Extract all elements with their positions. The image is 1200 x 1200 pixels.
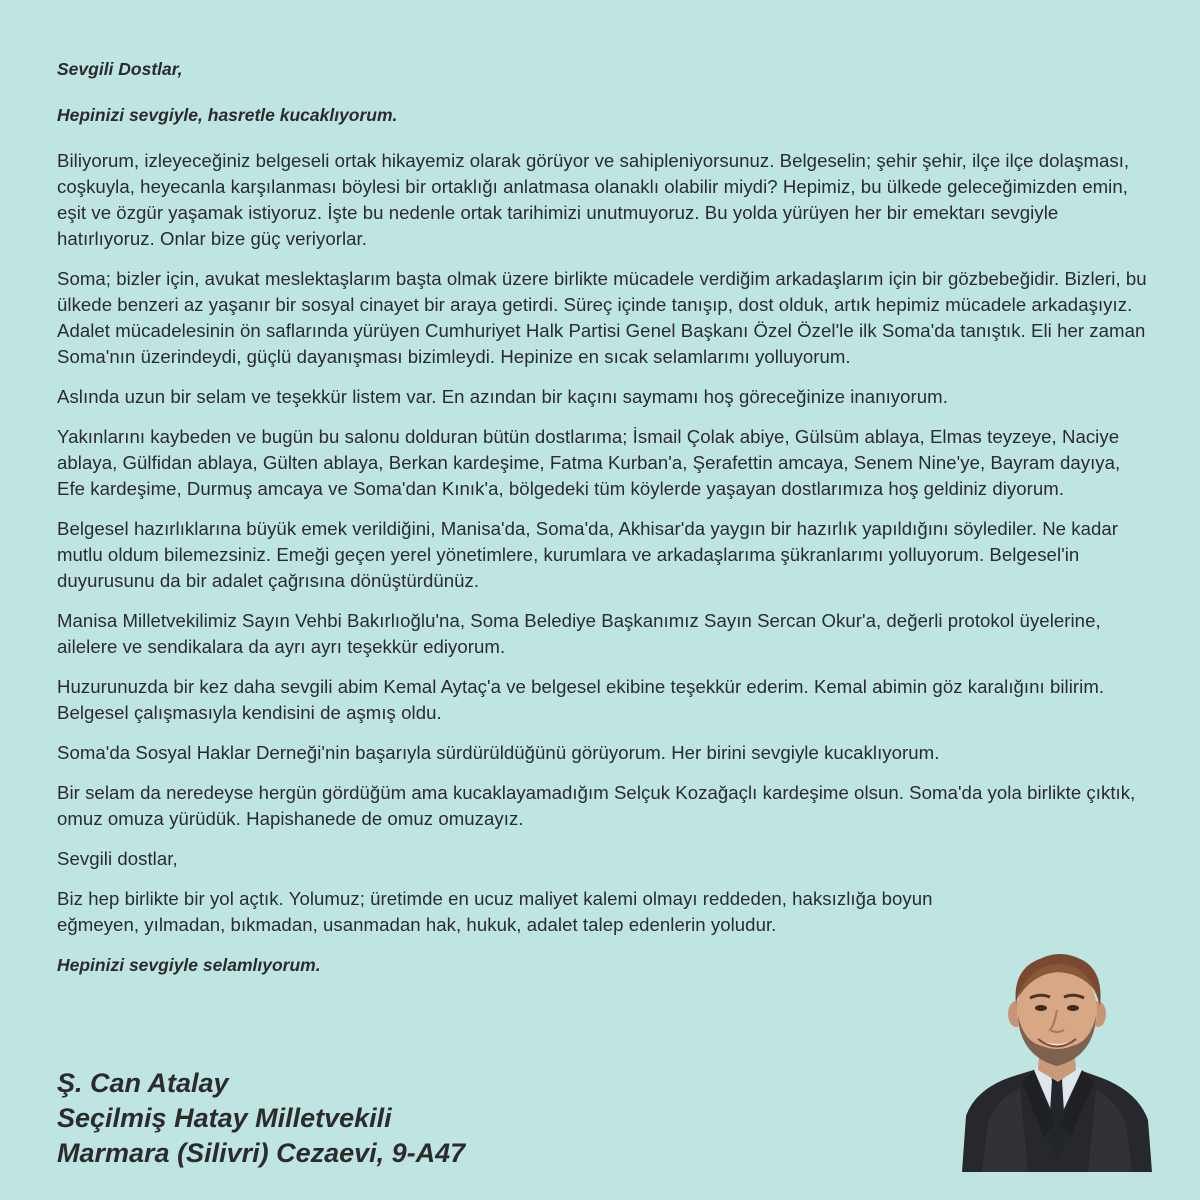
paragraph-8: Soma'da Sosyal Haklar Derneği'nin başarıyla sürdürüldüğünü görüyorum. Her birini sevgiyle kucaklıyorum.: [57, 742, 940, 763]
opening-line: Hepinizi sevgiyle, hasretle kucaklıyorum.: [57, 105, 398, 125]
paragraph-3: Aslında uzun bir selam ve teşekkür listem var. En azından bir kaçını saymamı hoş göreceğinize inanıyorum.: [57, 386, 948, 407]
author-portrait: [962, 948, 1152, 1172]
closing-line: Hepinizi sevgiyle selamlıyorum.: [57, 955, 321, 975]
paragraph-5: Belgesel hazırlıklarına büyük emek verildiğini, Manisa'da, Soma'da, Akhisar'da yaygın bir hazırlık yapıldığını söylediler. Ne kadar mutlu oldum bilemezsiniz. Emeği geçen yerel yönetimlere, kurumlara ve arkadaşlarıma şükranlarımı yolluyorum. Belgesel'in duyurusunu da bir adalet çağrısına dönüştürdünüz.: [57, 518, 1119, 591]
signature-location: Marmara (Silivri) Cezaevi, 9-A47: [57, 1138, 466, 1168]
signature-title: Seçilmiş Hatay Milletvekili: [57, 1103, 392, 1133]
letter-body: [57, 56, 1152, 978]
paragraph-9: Bir selam da neredeyse hergün gördüğüm ama kucaklayamadığım Selçuk Kozağaçlı kardeşime olsun. Soma'da yola birlikte çıktık, omuz omuza yürüdük. Hapishanede de omuz omuzayız.: [57, 782, 1136, 829]
paragraph-2: Soma; bizler için, avukat meslektaşlarım başta olmak üzere birlikte mücadele verdiğim arkadaşlarım için bir gözbebeğidir. Bizleri, bu ülkede benzeri az yaşanır bir sosyal cinayet bir araya getirdi. Süreç içinde tanışıp, dost olduk, artık hepimiz mücadele arkadaşıyız. Adalet mücadelesinin ön saflarında yürüyen Cumhuriyet Halk Partisi Genel Başkanı Özel Özel'le ilk Soma'da tanıştık. Eli her zaman Soma'nın üzerindeydi, güçlü dayanışması bizimleydi. Hepinize en sıcak selamlarımı yolluyorum.: [57, 268, 1147, 367]
portrait-illustration: [962, 948, 1152, 1172]
paragraph-6: Manisa Milletvekilimiz Sayın Vehbi Bakırlıoğlu'na, Soma Belediye Başkanımız Sayın Sercan Okur'a, değerli protokol üyelerine, ailelere ve sendikalara da ayrı ayrı teşekkür ediyorum.: [57, 610, 1101, 657]
signature-name: Ş. Can Atalay: [57, 1068, 229, 1098]
signature-block: [57, 1066, 465, 1171]
greeting: Sevgili Dostlar,: [57, 59, 183, 79]
paragraph-10: Sevgili dostlar,: [57, 848, 178, 869]
paragraph-4: Yakınlarını kaybeden ve bugün bu salonu dolduran bütün dostlarıma; İsmail Çolak abiye, Gülsüm ablaya, Elmas teyzeye, Naciye ablaya, Gülfidan ablaya, Gülten ablaya, Berkan kardeşime, Fatma Kurban'a, Şerafettin amcaya, Senem Nine'ye, Bayram dayıya, Efe kardeşime, Durmuş amcaya ve Soma'dan Kınık'a, bölgedeki tüm köylerde yaşayan dostlarımıza hoş geldiniz diyorum.: [57, 426, 1121, 499]
paragraph-1: Biliyorum, izleyeceğiniz belgeseli ortak hikayemiz olarak görüyor ve sahipleniyorsunuz. Belgeselin; şehir şehir, ilçe ilçe dolaşması, coşkuyla, heyecanla karşılanması böylesi bir ortaklığı anlatmasa olanaklı olabilir miydi? Hepimiz, bu ülkede geleceğimizden emin, eşit ve özgür yaşamak istiyoruz. İşte bu nedenle ortak tarihimizi unutmuyoruz. Bu yolda yürüyen her bir emektarı sevgiyle hatırlıyoruz. Onlar bize güç veriyorlar.: [57, 150, 1130, 249]
paragraph-7: Huzurunuzda bir kez daha sevgili abim Kemal Aytaç'a ve belgesel ekibine teşekkür ederim. Kemal abimin göz karalığını bilirim. Belgesel çalışmasıyla kendisini de aşmış oldu.: [57, 676, 1105, 723]
paragraph-11: Biz hep birlikte bir yol açtık. Yolumuz; üretimde en ucuz maliyet kalemi olmayı reddeden, haksızlığa boyun eğmeyen, yılmadan, bıkmadan, usanmadan hak, hukuk, adalet talep edenlerin yoludur.: [57, 888, 933, 935]
